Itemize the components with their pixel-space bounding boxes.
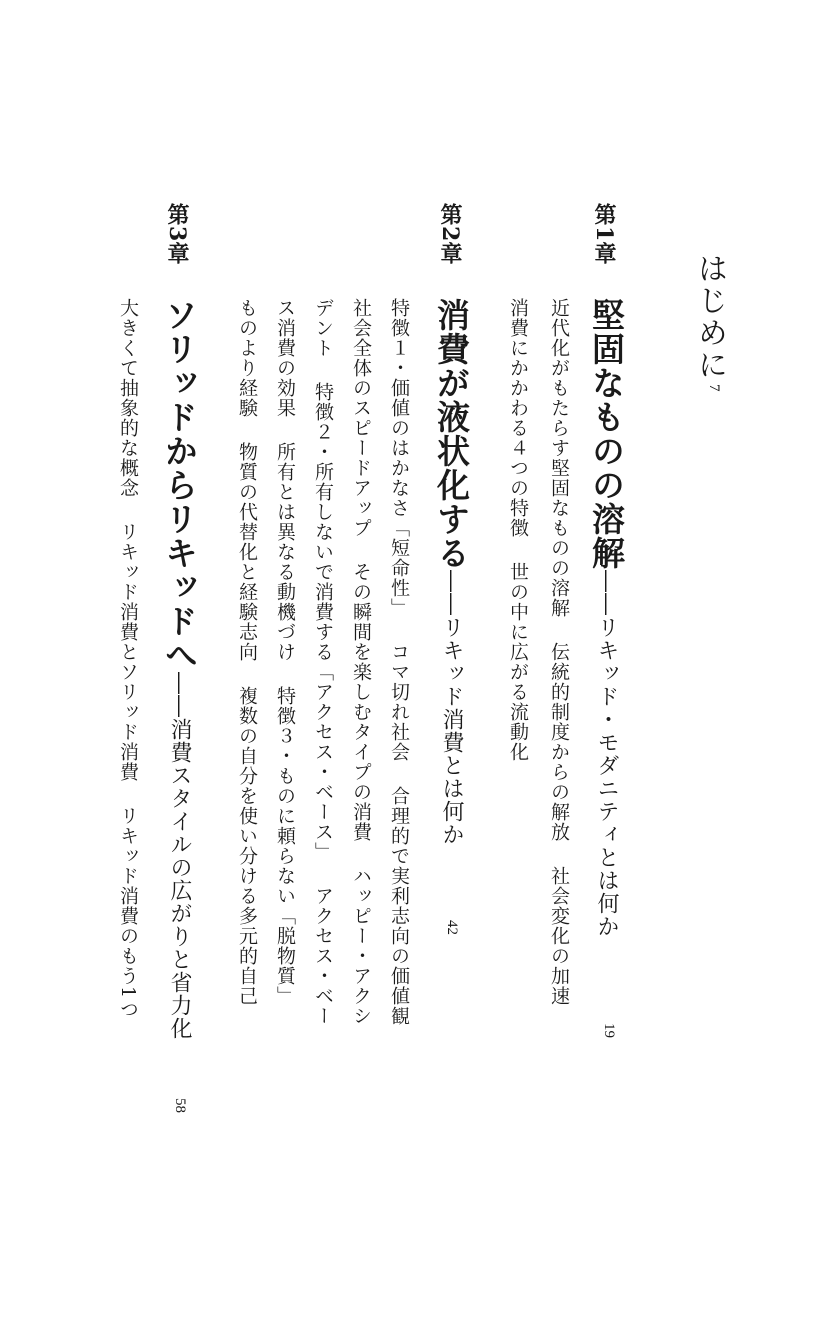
chapter-3-page-number: 58 [172,1098,188,1113]
chapter-2-title: 消費が液状化する [432,298,471,570]
chapter-1-page-number: 19 [601,1023,617,1038]
section-item: 大きくて抽象的な概念 [117,298,139,498]
section-item: 特徴３・ものに頼らない「脱物質」 [274,686,296,1006]
section-item: 社会全体のスピードアップ [350,298,372,538]
chapter-2-sections-line-4 [275,298,294,1006]
chapter-1-number: 第1章 [591,203,617,266]
section-item: 合理的で実利志向の価値観 [388,786,410,1026]
intro-title: はじめに [692,253,727,381]
section-item: デント [312,298,334,358]
chapter-3-number: 第3章 [164,203,190,266]
chapter-3-title-line[interactable] [160,298,199,1040]
section-item: 社会変化の加速 [548,866,570,1006]
chapter-2-sections-line-2 [351,298,370,1026]
section-item: 所有とは異なる動機づけ [274,442,296,662]
section-item: ハッピー・アクシ [350,866,372,1026]
chapter-2-sections-line-5 [237,298,256,1006]
chapter-3-sections-line-1 [118,298,137,1019]
section-item: 世の中に広がる流動化 [507,562,529,762]
section-item: 近代化がもたらす堅固なものの溶解 [548,298,570,618]
chapter-2-sections-line-1 [389,298,408,1026]
chapter-1-title: 堅固なものの溶解 [587,298,626,570]
chapter-2-number: 第2章 [437,203,463,266]
section-item: 複数の自分を使い分ける多元的自己 [236,686,258,1006]
section-item: 物質の代替化と経験志向 [236,442,258,662]
section-item: コマ切れ社会 [388,642,410,762]
chapter-1-sections-line-1 [549,298,568,1006]
chapter-3-title: ソリッドからリキッドへ [160,298,199,672]
chapter-2-page-number: 42 [444,920,460,935]
section-item: リキッド消費のもう1つ [117,806,139,1020]
chapter-2-sections-line-3 [313,298,332,1026]
chapter-1-sections-line-2 [508,298,527,762]
chapter-1-subtitle: ――リキッド・モダニティとは何か [594,570,619,938]
section-item: 特徴２・所有しないで消費する「アクセス・ベース」 [312,382,334,862]
intro-page-number: 7 [706,384,722,392]
section-item: その瞬間を楽しむタイプの消費 [350,562,372,842]
chapter-2-title-line[interactable] [432,298,471,846]
chapter-1-title-line[interactable] [587,298,626,938]
section-item: ス消費の効果 [274,298,296,418]
section-item: 特徴１・価値のはかなさ「短命性」 [388,298,410,618]
section-item: アクセス・ベー [312,886,334,1026]
section-item: 伝統的制度からの解放 [548,642,570,842]
section-item: 消費にかかわる４つの特徴 [507,298,529,538]
chapter-2-subtitle: ――リキッド消費とは何か [439,570,464,846]
section-item: リキッド消費とソリッド消費 [117,522,139,782]
chapter-3-subtitle: ――消費スタイルの広がりと省力化 [167,672,192,1040]
section-item: ものより経験 [236,298,258,418]
